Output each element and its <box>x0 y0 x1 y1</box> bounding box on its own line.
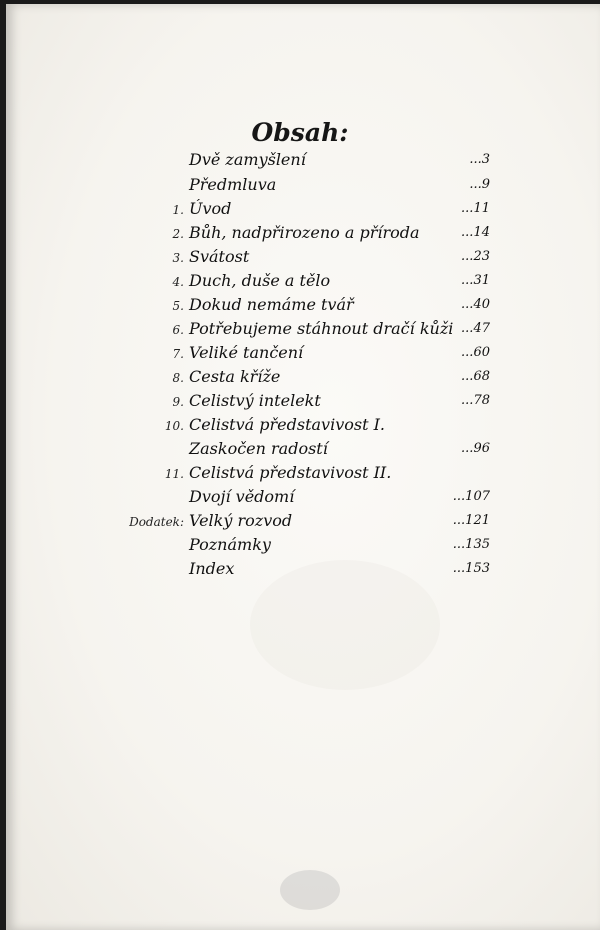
entry-title: Cesta kříže <box>189 367 281 386</box>
page-number: ...135 <box>452 537 490 552</box>
page-number: ...40 <box>461 297 490 312</box>
entry-title: Dvojí vědomí <box>189 487 295 506</box>
toc-entry <box>0 487 600 511</box>
entry-title: Bůh, nadpřirozeno a příroda <box>189 223 420 242</box>
toc-entry <box>0 150 600 174</box>
toc-entry <box>0 223 600 247</box>
entry-title: Zaskočen radostí <box>189 439 328 458</box>
toc-entry <box>0 511 600 535</box>
page-number: ...68 <box>461 369 490 384</box>
page-number: ...47 <box>461 321 490 336</box>
toc-entry <box>0 319 600 343</box>
toc-entry <box>0 415 600 439</box>
entry-title: Předmluva <box>189 175 277 194</box>
page-number: ...9 <box>469 177 490 192</box>
entry-title: Potřebujeme stáhnout dračí kůži <box>189 319 454 338</box>
toc-entry <box>0 175 600 199</box>
entry-title: Poznámky <box>189 535 271 554</box>
page-number: ...31 <box>461 273 490 288</box>
entry-title: Index <box>189 559 235 578</box>
chapter-number: 1. <box>172 203 184 217</box>
toc-entry <box>0 559 600 583</box>
entry-title: Dvě zamyšlení <box>189 150 306 169</box>
page-number: ...3 <box>469 152 490 167</box>
chapter-number: Dodatek: <box>129 515 184 529</box>
toc-entry <box>0 343 600 367</box>
entry-title: Duch, duše a tělo <box>189 271 331 290</box>
chapter-number: 3. <box>172 251 184 265</box>
page-number: ...60 <box>461 345 490 360</box>
chapter-number: 11. <box>164 467 184 481</box>
entry-title: Velký rozvod <box>189 511 293 530</box>
chapter-number: 2. <box>172 227 184 241</box>
page-number: ...11 <box>461 201 490 216</box>
page-title: Obsah: <box>251 117 349 147</box>
paper-stain <box>280 870 340 910</box>
toc-entry <box>0 271 600 295</box>
entry-title: Svátost <box>189 247 250 266</box>
chapter-number: 4. <box>172 275 184 289</box>
chapter-number: 6. <box>172 323 184 337</box>
entry-title: Celistvý intelekt <box>189 391 321 410</box>
chapter-number: 10. <box>164 419 184 433</box>
entry-title: Veliké tančení <box>189 343 304 362</box>
toc-entry <box>0 199 600 223</box>
toc-entry <box>0 535 600 559</box>
page-number: ...107 <box>452 489 490 504</box>
toc-entry <box>0 247 600 271</box>
entry-title: Celistvá představivost I. <box>189 415 385 434</box>
chapter-number: 8. <box>172 371 184 385</box>
page-number: ...78 <box>461 393 490 408</box>
toc-entry <box>0 391 600 415</box>
entry-title: Celistvá představivost II. <box>189 463 392 482</box>
entry-title: Dokud nemáme tvář <box>189 295 354 314</box>
toc-entry <box>0 295 600 319</box>
entry-title: Úvod <box>189 199 232 218</box>
toc-entry <box>0 439 600 463</box>
chapter-number: 7. <box>172 347 184 361</box>
chapter-number: 9. <box>172 395 184 409</box>
toc-entry <box>0 463 600 487</box>
chapter-number: 5. <box>172 299 184 313</box>
page-number: ...23 <box>461 249 490 264</box>
page-number: ...121 <box>452 513 490 528</box>
page-number: ...96 <box>461 441 490 456</box>
toc-entry <box>0 367 600 391</box>
page-number: ...14 <box>461 225 490 240</box>
page-number: ...153 <box>452 561 490 576</box>
